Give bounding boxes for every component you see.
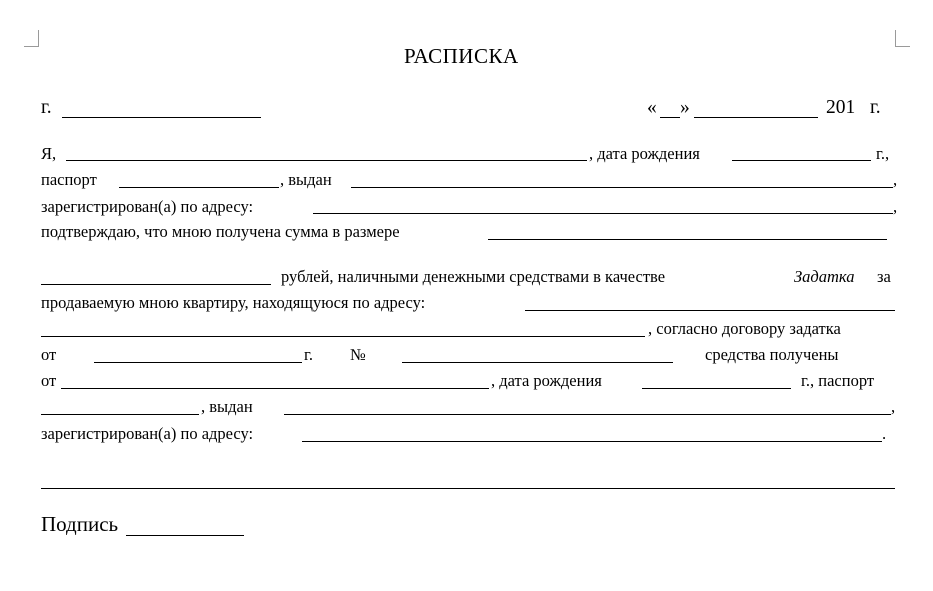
- rubles-label: рублей, наличными денежными средствами в качестве: [281, 267, 666, 286]
- property-address-field-2[interactable]: [41, 336, 645, 337]
- birth-date-suffix: г.,: [876, 144, 890, 163]
- city-prefix: г.: [41, 97, 52, 118]
- signature-label: Подпись: [41, 512, 119, 536]
- full-name-field[interactable]: [66, 160, 587, 161]
- year-suffix: г.: [870, 97, 881, 118]
- line3-end: ,: [893, 170, 898, 189]
- agreement-date-suffix: г.: [304, 345, 314, 364]
- payer-birth-label: , дата рождения: [491, 371, 602, 390]
- payer-name-field[interactable]: [61, 388, 489, 389]
- passport-number-field[interactable]: [119, 187, 279, 188]
- i-label: Я,: [41, 144, 57, 163]
- za-word: за: [877, 267, 891, 286]
- registered-address-field[interactable]: [313, 213, 893, 214]
- payer-registered-address-field[interactable]: [302, 441, 882, 442]
- city-field[interactable]: [62, 117, 261, 118]
- property-address-field[interactable]: [525, 310, 895, 311]
- year-prefix: 201: [826, 97, 856, 118]
- crop-mark-top-left: [24, 30, 39, 47]
- passport-label: паспорт: [41, 170, 97, 189]
- amount-rubles-field[interactable]: [41, 284, 271, 285]
- crop-mark-top-right: [895, 30, 910, 47]
- signature-field[interactable]: [126, 535, 244, 536]
- line11-end: ,: [891, 397, 896, 416]
- date-close-quote: »: [680, 97, 690, 118]
- separator-line: [41, 488, 895, 489]
- payer-registered-label: зарегистрирован(а) по адресу:: [41, 424, 254, 443]
- funds-received-label: средства получены: [705, 345, 839, 364]
- issued-label: , выдан: [280, 170, 332, 189]
- property-address-label: продаваемую мною квартиру, находящуюся по адресу:: [41, 293, 426, 312]
- issued-by-field[interactable]: [351, 187, 893, 188]
- registered-label: зарегистрирован(а) по адресу:: [41, 197, 254, 216]
- deposit-word: Задатка: [794, 267, 855, 286]
- payer-birth-date-field[interactable]: [642, 388, 791, 389]
- payer-from-label: от: [41, 371, 57, 390]
- agreement-from-label: от: [41, 345, 57, 364]
- day-field[interactable]: [660, 117, 680, 118]
- birth-date-field[interactable]: [732, 160, 871, 161]
- payer-issued-by-field[interactable]: [284, 414, 891, 415]
- amount-field[interactable]: [488, 239, 887, 240]
- agreement-date-field[interactable]: [94, 362, 302, 363]
- agreement-number-sign: №: [350, 345, 366, 364]
- agreement-number-field[interactable]: [402, 362, 673, 363]
- payer-passport-field[interactable]: [41, 414, 199, 415]
- document-title: РАСПИСКА: [404, 44, 519, 68]
- line4-end: ,: [893, 197, 898, 216]
- date-open-quote: «: [647, 97, 657, 118]
- month-field[interactable]: [694, 117, 818, 118]
- confirm-label: подтверждаю, что мною получена сумма в размере: [41, 222, 400, 241]
- agreement-label: , согласно договору задатка: [648, 319, 841, 338]
- line12-end: .: [882, 424, 887, 443]
- payer-passport-label: г., паспорт: [801, 371, 875, 390]
- birth-date-label: , дата рождения: [589, 144, 700, 163]
- payer-issued-label: , выдан: [201, 397, 253, 416]
